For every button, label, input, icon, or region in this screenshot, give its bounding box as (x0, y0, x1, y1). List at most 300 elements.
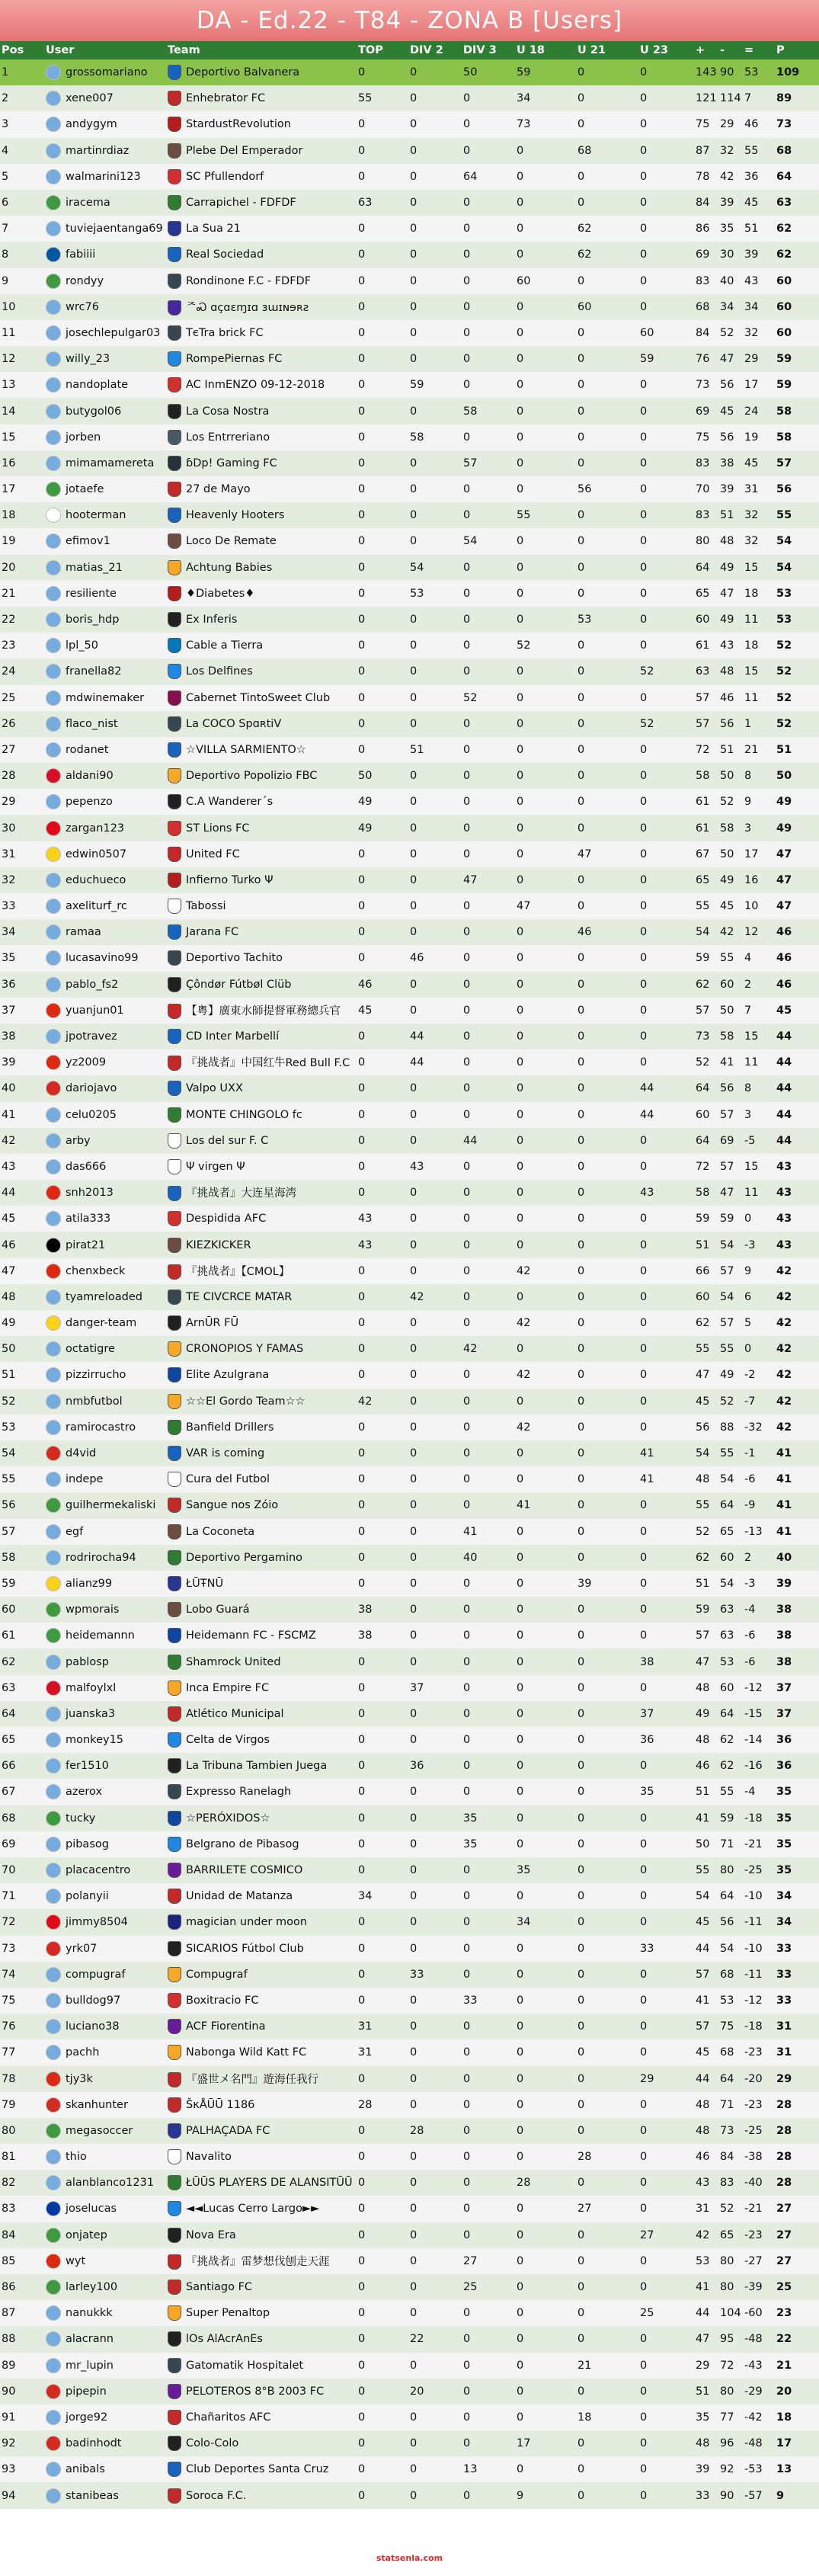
goal-diff-cell (743, 1466, 775, 1492)
user-cell[interactable] (44, 867, 166, 893)
team-cell[interactable] (166, 1206, 357, 1232)
team-cell[interactable] (166, 763, 357, 789)
user-cell[interactable] (44, 711, 166, 737)
team-cell[interactable] (166, 1648, 357, 1674)
goals-for-text: 61 (696, 639, 710, 652)
top-cell (357, 2144, 408, 2170)
user-cell[interactable] (44, 1753, 166, 1779)
team-cell[interactable] (166, 450, 357, 476)
team-cell[interactable] (166, 502, 357, 528)
div3-text: 0 (463, 2333, 471, 2346)
user-cell[interactable] (44, 2379, 166, 2405)
user-cell[interactable] (44, 1962, 166, 1988)
user-cell[interactable] (44, 398, 166, 424)
div2-text: 0 (410, 1187, 417, 1200)
team-cell[interactable] (166, 1466, 357, 1492)
div2-cell (408, 1336, 462, 1362)
col-diff[interactable]: = (743, 41, 775, 59)
goals-against-text: 54 (720, 1238, 734, 1251)
u21-text: 0 (577, 1864, 585, 1877)
user-cell[interactable] (44, 1466, 166, 1492)
col-u23[interactable]: U 23 (638, 41, 694, 59)
user-cell[interactable] (44, 2118, 166, 2144)
user-cell[interactable] (44, 1492, 166, 1518)
team-cell[interactable] (166, 789, 357, 815)
user-cell[interactable] (44, 2092, 166, 2118)
team-cell[interactable] (166, 1857, 357, 1883)
user-cell[interactable] (44, 1623, 166, 1648)
table-row (0, 320, 819, 346)
top-cell (357, 1440, 408, 1466)
user-cell[interactable] (44, 1128, 166, 1154)
team-cell[interactable] (166, 1362, 357, 1388)
team-crest-icon (168, 300, 181, 316)
goals-for-text: 76 (696, 353, 710, 366)
col-div2[interactable]: DIV 2 (408, 41, 462, 59)
user-cell[interactable] (44, 1389, 166, 1415)
user-cell[interactable] (44, 216, 166, 242)
team-cell[interactable] (166, 633, 357, 658)
user-text: tyamreloaded (66, 1290, 142, 1303)
user-cell[interactable] (44, 1362, 166, 1388)
team-cell[interactable] (166, 1936, 357, 1962)
team-cell[interactable] (166, 1389, 357, 1415)
top-cell (357, 528, 408, 554)
u18-text: 0 (517, 2124, 524, 2137)
team-cell[interactable] (166, 2014, 357, 2039)
team-cell[interactable] (166, 1623, 357, 1648)
team-cell[interactable] (166, 2092, 357, 2118)
team-cell[interactable] (166, 2300, 357, 2326)
user-cell[interactable] (44, 685, 166, 711)
user-cell[interactable] (44, 893, 166, 919)
team-cell[interactable] (166, 2405, 357, 2430)
u21-cell (576, 815, 638, 841)
team-cell[interactable] (166, 1962, 357, 1988)
user-cell[interactable] (44, 607, 166, 633)
team-cell[interactable] (166, 2456, 357, 2482)
user-cell[interactable] (44, 2326, 166, 2352)
goal-diff-cell (743, 2482, 775, 2508)
col-plus[interactable]: + (694, 41, 718, 59)
user-cell[interactable] (44, 1336, 166, 1362)
user-cell[interactable] (44, 2274, 166, 2300)
top-cell (357, 450, 408, 476)
user-cell[interactable] (44, 372, 166, 398)
user-cell[interactable] (44, 1206, 166, 1232)
top-cell (357, 268, 408, 294)
user-cell[interactable] (44, 1310, 166, 1336)
top-text: 0 (358, 2281, 366, 2294)
team-cell[interactable] (166, 1154, 357, 1180)
team-cell[interactable] (166, 2248, 357, 2274)
team-cell[interactable] (166, 398, 357, 424)
country-flag-icon (46, 1967, 61, 1982)
user-cell[interactable] (44, 841, 166, 867)
points-text: 57 (776, 457, 792, 469)
col-user[interactable]: User (44, 41, 166, 59)
user-cell[interactable] (44, 1831, 166, 1857)
user-cell[interactable] (44, 2430, 166, 2456)
user-cell[interactable] (44, 1909, 166, 1935)
u21-cell (576, 919, 638, 945)
points-cell (775, 1310, 819, 1336)
user-cell[interactable] (44, 425, 166, 450)
goals-for-cell (694, 502, 718, 528)
user-cell[interactable] (44, 268, 166, 294)
user-cell[interactable] (44, 294, 166, 320)
user-cell[interactable] (44, 763, 166, 789)
div2-text: 37 (410, 1681, 424, 1694)
team-cell[interactable] (166, 216, 357, 242)
team-cell[interactable] (166, 555, 357, 581)
u21-text: 0 (577, 1030, 585, 1043)
user-cell[interactable] (44, 2014, 166, 2039)
user-cell[interactable] (44, 190, 166, 216)
team-cell[interactable] (166, 607, 357, 633)
user-cell[interactable] (44, 1701, 166, 1727)
team-cell[interactable] (166, 1805, 357, 1831)
team-cell[interactable] (166, 945, 357, 971)
points-cell (775, 555, 819, 581)
div2-text: 54 (410, 561, 424, 574)
goals-for-text: 62 (696, 1551, 710, 1564)
col-div3[interactable]: DIV 3 (462, 41, 515, 59)
user-cell[interactable] (44, 1440, 166, 1466)
user-cell[interactable] (44, 737, 166, 763)
user-cell[interactable] (44, 138, 166, 164)
team-cell[interactable] (166, 1988, 357, 2014)
team-cell[interactable] (166, 2274, 357, 2300)
team-cell[interactable] (166, 1049, 357, 1075)
team-cell[interactable] (166, 1310, 357, 1336)
team-cell[interactable] (166, 1102, 357, 1128)
goal-diff-cell (743, 85, 775, 111)
col-team[interactable]: Team (166, 41, 357, 59)
user-cell[interactable] (44, 2248, 166, 2274)
user-cell[interactable] (44, 1545, 166, 1571)
user-cell[interactable] (44, 85, 166, 111)
team-cell[interactable] (166, 2170, 357, 2196)
u23-text: 35 (640, 1786, 654, 1799)
team-cell[interactable] (166, 346, 357, 372)
team-cell[interactable] (166, 2118, 357, 2144)
div2-text: 0 (410, 847, 417, 860)
user-cell[interactable] (44, 581, 166, 607)
user-cell[interactable] (44, 1415, 166, 1440)
goal-diff-text: 2 (744, 1551, 752, 1564)
team-cell[interactable] (166, 2482, 357, 2508)
team-cell[interactable] (166, 1075, 357, 1101)
user-cell[interactable] (44, 919, 166, 945)
user-text: matias_21 (66, 561, 123, 574)
team-cell[interactable] (166, 294, 357, 320)
u23-cell (638, 2039, 694, 2065)
user-cell[interactable] (44, 815, 166, 841)
goals-against-cell (718, 1753, 743, 1779)
team-cell[interactable] (166, 1727, 357, 1753)
points-cell (775, 658, 819, 684)
team-text: United FC (186, 847, 240, 860)
user-cell[interactable] (44, 111, 166, 137)
user-cell[interactable] (44, 1988, 166, 2014)
team-text: SC Pfullendorf (186, 170, 264, 183)
user-cell[interactable] (44, 2065, 166, 2091)
table-row (0, 945, 819, 971)
points-cell (775, 763, 819, 789)
goals-for-cell (694, 2196, 718, 2222)
team-cell[interactable] (166, 111, 357, 137)
u21-text: 18 (577, 2411, 592, 2424)
goals-for-text: 69 (696, 405, 710, 418)
col-minus[interactable]: - (718, 41, 743, 59)
team-cell[interactable] (166, 815, 357, 841)
team-cell[interactable] (166, 164, 357, 190)
team-cell[interactable] (166, 972, 357, 998)
team-cell[interactable] (166, 1701, 357, 1727)
user-cell[interactable] (44, 164, 166, 190)
team-cell[interactable] (166, 2039, 357, 2065)
goal-diff-cell (743, 2144, 775, 2170)
team-cell[interactable] (166, 268, 357, 294)
user-cell[interactable] (44, 1519, 166, 1545)
team-cell[interactable] (166, 1519, 357, 1545)
team-cell[interactable] (166, 2379, 357, 2405)
team-cell[interactable] (166, 737, 357, 763)
div3-text: 0 (463, 900, 471, 913)
user-cell[interactable] (44, 476, 166, 502)
user-cell[interactable] (44, 1675, 166, 1701)
team-cell[interactable] (166, 998, 357, 1024)
pos-cell (0, 320, 44, 346)
user-cell[interactable] (44, 2300, 166, 2326)
team-cell[interactable] (166, 2326, 357, 2352)
user-cell[interactable] (44, 2196, 166, 2222)
points-text: 44 (776, 1056, 792, 1069)
user-cell[interactable] (44, 945, 166, 971)
div2-text: 0 (410, 2254, 417, 2267)
u23-cell (638, 972, 694, 998)
col-pos[interactable]: Pos (0, 41, 44, 59)
user-cell[interactable] (44, 1805, 166, 1831)
goals-against-cell (718, 1258, 743, 1284)
user-cell[interactable] (44, 658, 166, 684)
team-cell[interactable] (166, 1597, 357, 1623)
user-cell[interactable] (44, 502, 166, 528)
user-cell[interactable] (44, 1180, 166, 1206)
team-cell[interactable] (166, 1571, 357, 1597)
col-u18[interactable]: U 18 (515, 41, 576, 59)
user-cell[interactable] (44, 998, 166, 1024)
points-cell (775, 2456, 819, 2482)
user-cell[interactable] (44, 1049, 166, 1075)
country-flag-icon (46, 1811, 61, 1826)
table-row (0, 1284, 819, 1310)
team-cell[interactable] (166, 2430, 357, 2456)
col-top[interactable]: TOP (357, 41, 408, 59)
points-cell (775, 711, 819, 737)
goals-against-cell (718, 450, 743, 476)
user-cell[interactable] (44, 2353, 166, 2379)
user-cell[interactable] (44, 1284, 166, 1310)
user-cell[interactable] (44, 1648, 166, 1674)
user-cell[interactable] (44, 2039, 166, 2065)
user-cell[interactable] (44, 1102, 166, 1128)
team-cell[interactable] (166, 320, 357, 346)
user-cell[interactable] (44, 1857, 166, 1883)
u18-cell (515, 1623, 576, 1648)
top-cell (357, 294, 408, 320)
goal-diff-cell (743, 476, 775, 502)
team-cell[interactable] (166, 1909, 357, 1935)
team-cell[interactable] (166, 1284, 357, 1310)
user-cell[interactable] (44, 2456, 166, 2482)
div3-cell (462, 1232, 515, 1258)
team-cell[interactable] (166, 242, 357, 268)
team-cell[interactable] (166, 1545, 357, 1571)
user-cell[interactable] (44, 1024, 166, 1049)
user-cell[interactable] (44, 1258, 166, 1284)
u21-cell (576, 633, 638, 658)
u18-text: 0 (517, 431, 524, 444)
team-cell[interactable] (166, 372, 357, 398)
top-cell (357, 1571, 408, 1597)
user-cell[interactable] (44, 59, 166, 85)
team-cell[interactable] (166, 2144, 357, 2170)
team-cell[interactable] (166, 190, 357, 216)
team-cell[interactable] (166, 1336, 357, 1362)
user-cell[interactable] (44, 528, 166, 554)
team-cell[interactable] (166, 1779, 357, 1805)
team-cell[interactable] (166, 1753, 357, 1779)
team-cell[interactable] (166, 1024, 357, 1049)
div2-text: 0 (410, 614, 417, 626)
u18-cell (515, 242, 576, 268)
user-cell[interactable] (44, 1075, 166, 1101)
user-cell[interactable] (44, 633, 166, 658)
team-cell[interactable] (166, 711, 357, 737)
team-cell[interactable] (166, 893, 357, 919)
user-cell[interactable] (44, 1779, 166, 1805)
team-crest-icon (168, 1811, 181, 1826)
user-cell[interactable] (44, 1571, 166, 1597)
col-points[interactable]: P (775, 41, 819, 59)
user-cell[interactable] (44, 2222, 166, 2248)
team-cell[interactable] (166, 685, 357, 711)
user-cell[interactable] (44, 2482, 166, 2508)
team-cell[interactable] (166, 1831, 357, 1857)
goals-against-cell (718, 164, 743, 190)
u18-text: 34 (517, 1916, 531, 1929)
u23-text: 0 (640, 483, 648, 496)
points-text: 44 (776, 1134, 792, 1147)
user-cell[interactable] (44, 1936, 166, 1962)
team-cell[interactable] (166, 2353, 357, 2379)
goals-against-text: 96 (720, 2437, 734, 2450)
team-cell[interactable] (166, 2065, 357, 2091)
goal-diff-cell (743, 2118, 775, 2144)
team-cell[interactable] (166, 59, 357, 85)
goals-for-text: 59 (696, 1213, 710, 1226)
user-cell[interactable] (44, 972, 166, 998)
user-cell[interactable] (44, 320, 166, 346)
goals-for-cell (694, 528, 718, 554)
team-cell[interactable] (166, 1492, 357, 1518)
u18-text: 0 (517, 1108, 524, 1121)
team-cell[interactable] (166, 1440, 357, 1466)
team-cell[interactable] (166, 1415, 357, 1440)
points-cell (775, 1075, 819, 1101)
team-cell[interactable] (166, 85, 357, 111)
u18-text: 0 (517, 743, 524, 756)
team-cell[interactable] (166, 1258, 357, 1284)
user-cell[interactable] (44, 1883, 166, 1909)
team-text: ◄◄Lucas Cerro Largo►► (186, 2203, 320, 2216)
top-text: 0 (358, 1343, 366, 1356)
user-cell[interactable] (44, 1154, 166, 1180)
user-cell[interactable] (44, 450, 166, 476)
goal-diff-cell (743, 2326, 775, 2352)
team-cell[interactable] (166, 425, 357, 450)
user-cell[interactable] (44, 1727, 166, 1753)
team-cell[interactable] (166, 2222, 357, 2248)
div3-cell (462, 1883, 515, 1909)
team-text: VAR is coming (186, 1447, 265, 1460)
col-u21[interactable]: U 21 (576, 41, 638, 59)
user-cell[interactable] (44, 555, 166, 581)
user-cell[interactable] (44, 242, 166, 268)
top-cell (357, 893, 408, 919)
team-cell[interactable] (166, 1128, 357, 1154)
user-cell[interactable] (44, 1232, 166, 1258)
team-cell[interactable] (166, 476, 357, 502)
team-cell[interactable] (166, 1180, 357, 1206)
u18-text: 42 (517, 1421, 531, 1434)
goals-for-text: 44 (696, 1942, 710, 1955)
top-cell (357, 867, 408, 893)
team-cell[interactable] (166, 841, 357, 867)
footer-credit[interactable]: statsenla.com (376, 2553, 443, 2563)
team-cell[interactable] (166, 919, 357, 945)
u21-text: 0 (577, 1082, 585, 1095)
team-cell[interactable] (166, 658, 357, 684)
u21-text: 0 (577, 743, 585, 756)
goals-for-text: 87 (696, 144, 710, 157)
team-cell[interactable] (166, 138, 357, 164)
u18-cell (515, 1258, 576, 1284)
team-cell[interactable] (166, 1232, 357, 1258)
user-cell[interactable] (44, 789, 166, 815)
u18-cell (515, 1597, 576, 1623)
div2-text: 0 (410, 66, 417, 79)
team-cell[interactable] (166, 2196, 357, 2222)
user-text: compugraf (66, 1968, 126, 1981)
u21-text: 0 (577, 822, 585, 835)
team-cell[interactable] (166, 1883, 357, 1909)
team-cell[interactable] (166, 528, 357, 554)
points-text: 31 (776, 2046, 792, 2059)
user-cell[interactable] (44, 346, 166, 372)
team-cell[interactable] (166, 1675, 357, 1701)
team-cell[interactable] (166, 581, 357, 607)
team-cell[interactable] (166, 867, 357, 893)
user-cell[interactable] (44, 2144, 166, 2170)
user-cell[interactable] (44, 1597, 166, 1623)
top-text: 0 (358, 665, 366, 678)
user-cell[interactable] (44, 2170, 166, 2196)
goal-diff-cell (743, 1779, 775, 1805)
user-cell[interactable] (44, 2405, 166, 2430)
